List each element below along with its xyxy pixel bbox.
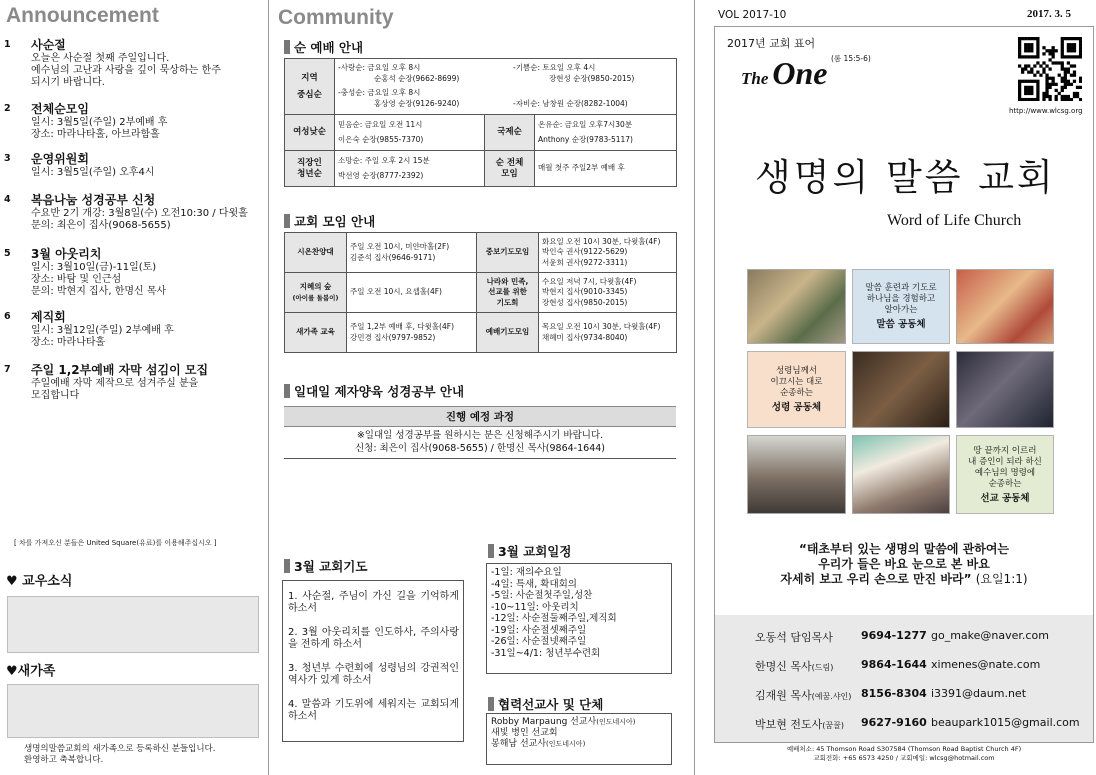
announcement-number: 7 [4, 364, 11, 375]
new-family-box [7, 684, 259, 738]
women-soon-value: 믿음순: 금요일 오전 11시 이은숙 순장(9855-7370) [335, 115, 485, 151]
announcement-line: 장소: 마라나타홀 [31, 337, 106, 348]
prayer-title: 3월 교회기도 [294, 559, 368, 574]
missionary-name: 봉해남 선교사 [491, 739, 547, 749]
verse-line: 자세히 보고 우리 손으로 만진 바라” [780, 572, 972, 586]
volume-number: VOL 2017-10 [718, 9, 787, 21]
soon-worship-title: 순 예배 안내 [294, 40, 364, 55]
calendar-item: -5일: 사순절첫주일,성찬 [491, 590, 593, 601]
intl-soon-value: 온유순: 금요일 오후7시30분 Anthony 순장(9783-5117) [535, 115, 677, 151]
meeting-label: 지혜의 숲 (아이를 돌봅이) [285, 273, 347, 313]
contact-role: (꿈꿀) [822, 721, 844, 730]
prayer-item: 2. 3월 아웃리치를 인도하사, 주의사랑을 전하게 하소서 [288, 627, 459, 650]
tile-line: 순종하는 [988, 478, 1022, 489]
section-bar-icon [488, 697, 494, 711]
parking-note: [ 차를 가져오신 분들은 United Square(유료)를 이용해주십시오 ] [14, 539, 217, 547]
announcement-title: 전체순모임 [31, 102, 89, 116]
announcement-number: 2 [4, 103, 11, 114]
address-line: 예배처소: 45 Thomson Road S307584 (Thomson Road Baptist Church 4F) [786, 745, 1022, 753]
tile-line: 내 증인이 되라 하신 [968, 456, 1042, 467]
website-url: http://www.wlcsg.org [1009, 107, 1083, 115]
missionary-name: 새빛 병인 선교회 [491, 728, 558, 738]
meetings-title: 교회 모임 안내 [294, 214, 376, 229]
announcement-number: 6 [4, 311, 11, 322]
work-soon-value: 소망순: 주일 오후 2시 15분 박선영 순장(8777-2392) [335, 151, 485, 187]
meeting-label: 새가족 교육 [285, 313, 347, 353]
contact-email: ximenes@nate.com [931, 658, 1041, 671]
announcement-heading: Announcement [6, 4, 159, 27]
contact-line: 교회전화: +65 6573 4250 / 교회메일: wlcsg@hotmail.com [813, 754, 995, 762]
study-title: 일대일 제자양육 성경공부 안내 [294, 384, 465, 399]
motto-logo [741, 55, 828, 92]
meeting-label: 나라와 민족, 선교를 위한 기도회 [477, 273, 539, 313]
column-divider [268, 0, 269, 775]
contact-role: (예꿈.샤인) [811, 692, 852, 701]
section-bar-icon [284, 384, 290, 398]
staff-contacts [715, 615, 1093, 742]
tile-line: 땅 끝까지 이르러 [973, 445, 1037, 456]
contact-email: i3391@daum.net [931, 687, 1027, 700]
calendar-item: -12일: 사순절둘째주일,제직회 [491, 613, 617, 624]
announcement-number: 4 [4, 194, 11, 205]
contact-phone: 9627-9160 [861, 716, 927, 729]
announcement-title: 사순절 [31, 38, 66, 52]
prayer-header [284, 557, 367, 575]
alumni-news-title: ♥ 교우소식 [6, 574, 73, 589]
community-heading: Community [278, 6, 394, 29]
section-bar-icon [284, 559, 290, 573]
announcement-item [4, 193, 293, 232]
meeting-label: 시온찬양대 [285, 233, 347, 273]
prayer-item: 1. 사순절, 주님이 가신 길을 기억하게 하소서 [288, 591, 459, 614]
contact-row [755, 629, 1049, 645]
verse-line: 우리가 들은 바요 눈으로 본 바요 [818, 557, 990, 571]
missionary-country: (인도네시아) [546, 740, 586, 748]
tile-line: 말씀 훈련과 기도로 [865, 283, 937, 293]
announcement-line: 장소: 마라나타홀, 아브라함홀 [31, 129, 160, 140]
meeting-value: 목요일 오전 10시 30분, 다윗홀(4F) 채혜미 집사(9734-8040) [539, 313, 677, 353]
tile-title: 선교 공동체 [980, 492, 1030, 504]
tile-line: 순종하는 [780, 388, 813, 398]
missions-header [488, 695, 603, 713]
missionary-item [491, 717, 667, 728]
contact-name-text: 박보현 전도사 [755, 718, 823, 731]
contact-name [755, 687, 861, 703]
announcement-line: 예수님의 고난과 사랑을 깊이 묵상하는 한주 [31, 65, 221, 76]
welcome-line: 환영하고 축복합니다. [24, 755, 104, 765]
missionary-name: Robby Marpaung 선교사 [491, 717, 597, 727]
meeting-value: 수요일 저녁 7시, 다윗홀(4F) 박현지 집사(9010-3345) 장현성 집사(9850-2015) [539, 273, 677, 313]
missions-box [486, 713, 672, 765]
meetings-table [284, 232, 677, 353]
calendar-item: -31일~4/1: 청년부수련회 [491, 647, 601, 659]
contact-row [755, 658, 1040, 674]
contact-name-text: 한명신 목사 [755, 660, 812, 673]
church-name-korean: 생명의 말씀 교회 [755, 156, 1056, 199]
meeting-value: 주일 오전 10시, 미얀마홀(2F) 김준석 집사(9646-9171) [347, 233, 477, 273]
contact-row [755, 716, 1080, 732]
section-bar-icon [488, 544, 494, 558]
announcement-title: 운영위원회 [31, 152, 89, 166]
photo-group [747, 435, 846, 514]
announcement-line: 일시: 3월10일(금)-11일(토) [31, 262, 157, 273]
missionary-country: (인도네시아) [596, 718, 636, 726]
contact-phone: 9864-1644 [861, 658, 927, 671]
contact-name [755, 658, 861, 674]
announcement-line: 되시기 바랍니다. [31, 77, 105, 88]
qr-code-icon [1018, 37, 1082, 101]
announcement-item [4, 247, 293, 298]
announcement-column [0, 0, 268, 775]
section-bar-icon [284, 40, 290, 54]
announcement-item [4, 363, 293, 402]
motto-reference: (롬 15:5-6) [831, 54, 871, 63]
tile-word-community [852, 269, 950, 344]
cover-panel [714, 26, 1094, 743]
verse-reference: (요일1:1) [975, 572, 1028, 586]
verse-line: “태초부터 있는 생명의 말씀에 관하여는 [798, 542, 1010, 556]
calendar-header [488, 542, 571, 560]
scripture-verse [715, 542, 1093, 587]
tile-line: 알아가는 [884, 305, 918, 315]
announcement-line: 오늘은 사순절 첫째 주일입니다. [31, 53, 170, 64]
logo-the: The [741, 69, 769, 88]
contact-row [755, 687, 1026, 703]
announcement-line: 일시: 3월5일(주일) 오후4시 [31, 167, 155, 178]
announcement-item [4, 152, 293, 179]
study-info [284, 429, 676, 455]
tile-line: 이끄시는 대로 [770, 377, 823, 387]
study-divider [284, 458, 676, 459]
church-name-english: Word of Life Church [887, 212, 1022, 229]
contact-name [755, 716, 861, 732]
study-info-line: ※일대일 성경공부를 원하시는 분은 신청해주시기 바랍니다. [356, 430, 604, 441]
calendar-item: -10~11일: 아웃리치 [491, 601, 579, 613]
announcement-item [4, 102, 293, 141]
calendar-item: -4일: 특새, 확대회의 [491, 578, 577, 590]
announcement-title: 복음나눔 성경공부 신청 [31, 193, 156, 207]
announcement-item [4, 38, 293, 89]
missionary-item [491, 728, 667, 739]
tile-line: 하나님을 경험하고 [866, 294, 936, 304]
motto-year: 2017년 교회 표어 [727, 37, 816, 50]
announcement-line: 모집합니다 [31, 390, 80, 401]
tile-title: 성령 공동체 [771, 402, 822, 413]
contact-name-text: 김재원 목사 [755, 689, 812, 702]
meeting-label: 예배기도모임 [477, 313, 539, 353]
intl-soon-label: 국제순 [485, 115, 535, 151]
announcement-line: 주일예배 자막 제작으로 섬겨주실 분을 [31, 378, 199, 389]
contact-role: (드림) [811, 663, 834, 672]
announcement-title: 제직회 [31, 310, 66, 324]
region-label: 지역 중심순 [285, 59, 335, 115]
announcement-line: 장소: 바탐 및 인근섬 [31, 274, 122, 285]
announcement-line: 문의: 박현지 집사, 한명신 목사 [31, 286, 167, 297]
section-bar-icon [284, 214, 290, 228]
announcement-number: 5 [4, 248, 11, 259]
photo-fellowship [852, 435, 950, 514]
prayer-item: 3. 청년부 수련회에 성령님의 강권적인 역사가 있게 하소서 [288, 663, 459, 686]
announcement-item [4, 310, 293, 349]
announcement-line: 일시: 3월12일(주일) 2부예배 후 [31, 325, 174, 336]
announcement-title: 3월 아웃리치 [31, 247, 102, 261]
church-address [714, 745, 1094, 763]
photo-worship [852, 351, 950, 428]
study-info-line: 신청: 최은이 집사(9068-5655) / 한명신 목사(9864-1644) [354, 443, 605, 454]
photo-gathering [747, 269, 846, 344]
missions-title: 협력선교사 및 단체 [498, 697, 604, 712]
women-soon-label: 여성낮순 [285, 115, 335, 151]
issue-date: 2017. 3. 5 [1027, 8, 1071, 20]
soon-worship-header [284, 38, 363, 56]
tile-title: 말씀 공동체 [876, 319, 926, 330]
calendar-title: 3월 교회일정 [498, 544, 572, 559]
study-header [284, 382, 464, 400]
tile-line: 예수님의 명령에 [974, 467, 1036, 478]
calendar-item: -26일: 사순절넷째주일 [491, 636, 587, 647]
announcement-line: 문의: 최은이 집사(9068-5655) [31, 220, 171, 231]
announcement-number: 1 [4, 39, 11, 50]
contact-name [755, 629, 861, 645]
meetings-header [284, 212, 375, 230]
column-divider [694, 0, 695, 775]
alumni-news-box [7, 596, 259, 653]
region-cell: -사랑순: 금요일 오후 8시 순홍석 순장(9662-8699) -충성순: 금요일 오후 8시 홍상영 순장(9126-9240) -기쁨순: 토요일 오후 4시 장현성 순장(9850-2015) -자비순: 남창원 순장(8282-1004) [335, 59, 677, 115]
announcement-number: 3 [4, 153, 11, 164]
calendar-item: -19일: 사순절셋째주일 [491, 624, 587, 636]
contact-email: beaupark1015@gmail.com [931, 716, 1080, 729]
welcome-note [24, 744, 215, 766]
logo-one: One [772, 55, 828, 91]
work-soon-label: 직장인 청년순 [285, 151, 335, 187]
photo-praise-band [956, 351, 1054, 428]
contact-phone: 8156-8304 [861, 687, 927, 700]
calendar-item: -1일: 재의수요일 [491, 567, 562, 578]
welcome-line: 생명의말씀교회의 새가족으로 등록하신 분들입니다. [24, 744, 216, 754]
prayer-item: 4. 말씀과 기도위에 세워지는 교회되게 하소서 [288, 699, 459, 722]
new-family-title: ♥새가족 [6, 664, 56, 679]
tile-mission-community [956, 435, 1054, 514]
announcement-line: 수요반 2기 개강: 3월8일(수) 오전10:30 / 다윗홀 [31, 208, 248, 219]
meeting-value: 주일 오전 10시, 요셉홀(4F) [347, 273, 477, 313]
announcement-title: 주일 1,2부예배 자막 섬김이 모집 [31, 363, 209, 377]
contact-email: go_make@naver.com [931, 629, 1049, 642]
announcement-line: 일시: 3월5일(주일) 2부예배 후 [31, 117, 168, 128]
soon-worship-table [284, 58, 677, 187]
all-soon-value: 매월 첫주 주일2부 예배 후 [535, 151, 677, 187]
calendar-box [486, 563, 672, 674]
tile-line: 성령님께서 [775, 366, 818, 376]
photo-children [956, 269, 1054, 344]
contact-phone: 9694-1277 [861, 629, 927, 642]
missionary-item [491, 739, 667, 750]
study-course-bar: 진행 예정 과정 [284, 406, 676, 427]
meeting-value: 주일 1,2부 예배 후, 다윗홀(4F) 강민경 집사(9797-9852) [347, 313, 477, 353]
tile-spirit-community [747, 351, 846, 428]
all-soon-label: 순 전체 모임 [485, 151, 535, 187]
contact-name-text: 오동석 담임목사 [755, 631, 833, 644]
meeting-label: 중보기도모임 [477, 233, 539, 273]
meeting-value: 화요일 오전 10시 30분, 다윗홀(4F) 박인숙 권사(9122-5629) 서윤희 권사(9272-3311) [539, 233, 677, 273]
prayer-box [282, 580, 464, 742]
